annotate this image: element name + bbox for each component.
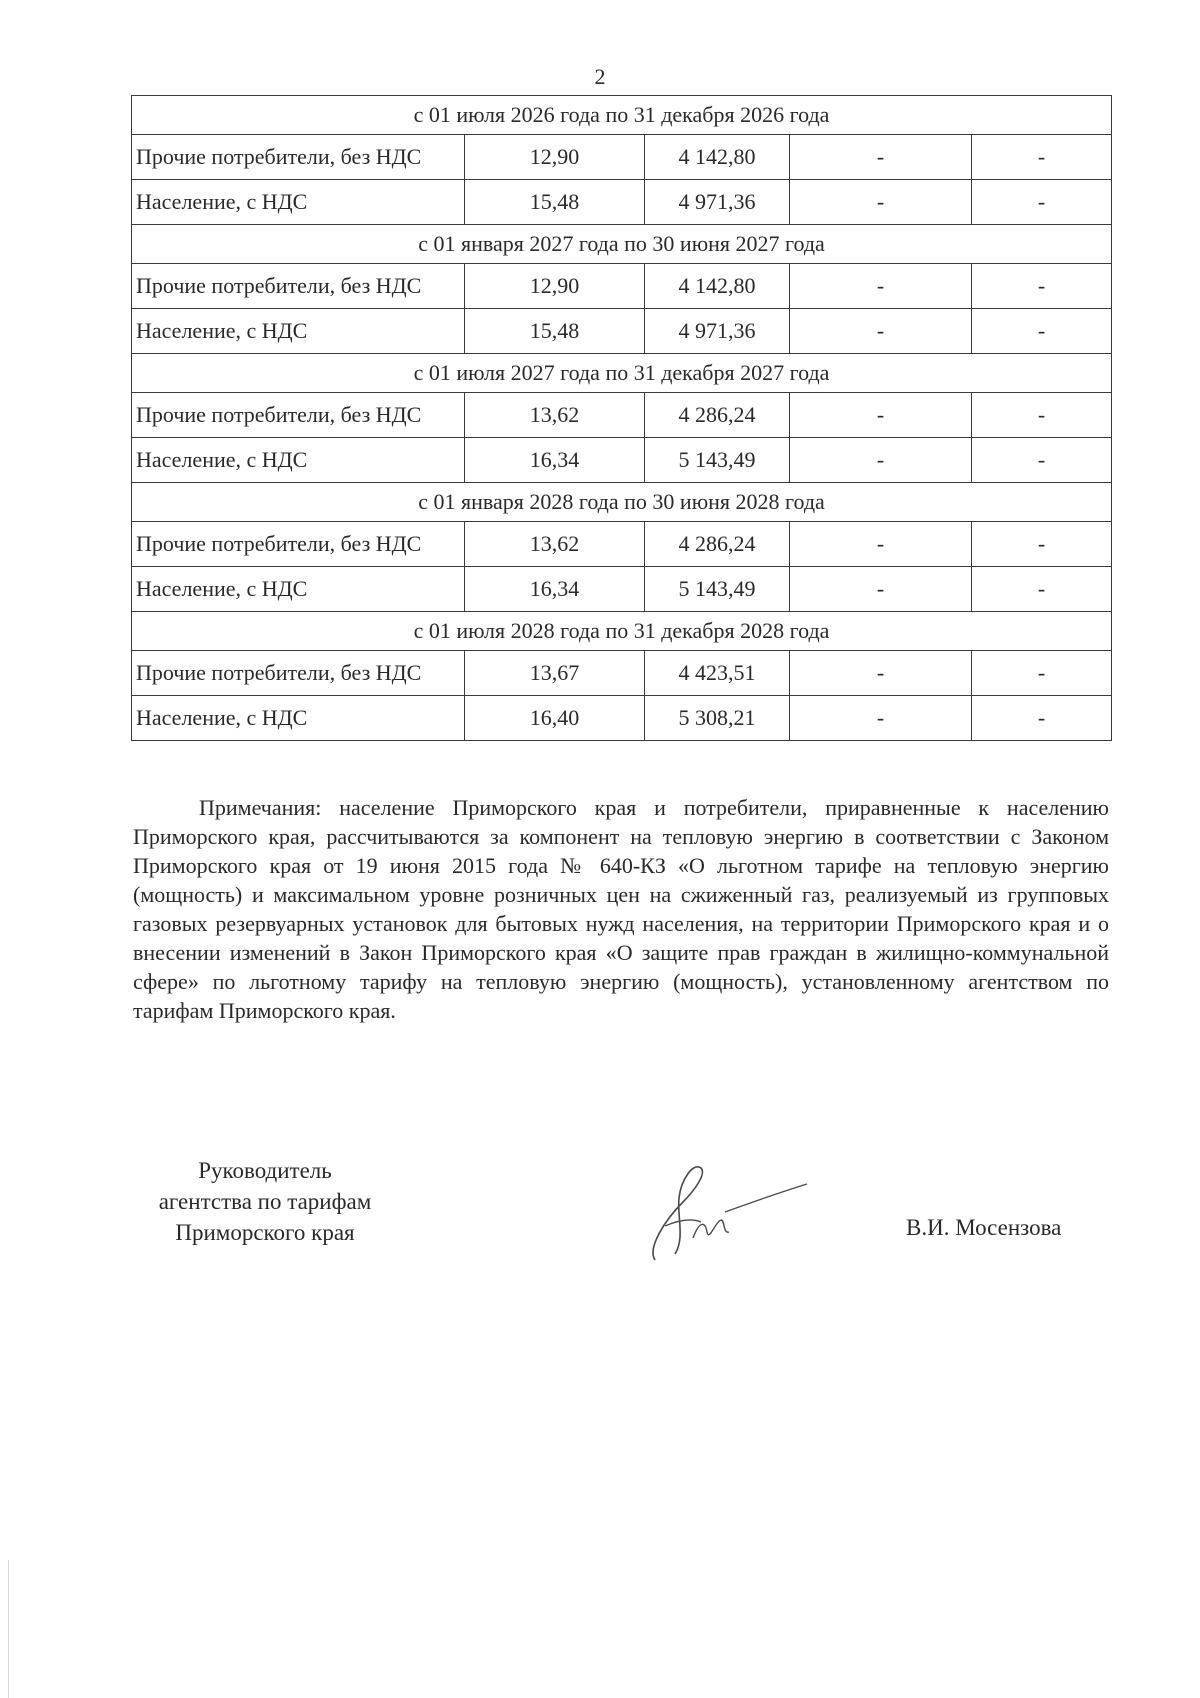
period-row [132,612,1112,651]
table-row [132,393,1112,438]
tariff-value-4-cell: - [972,567,1112,612]
tariff-value-1-cell: 13,62 [465,522,645,567]
period-label: с 01 января 2028 года по 30 июня 2028 года [132,483,1112,522]
table-row [132,309,1112,354]
tariff-value-2-cell: 4 971,36 [645,309,790,354]
consumer-category-cell: Население, с НДС [132,180,465,225]
tariff-value-4-cell: - [972,180,1112,225]
period-label: с 01 июля 2026 года по 31 декабря 2026 года [132,96,1112,135]
tariff-value-4-cell: - [972,393,1112,438]
tariff-value-3-cell: - [790,393,972,438]
tariff-value-1-cell: 13,67 [465,651,645,696]
tariff-table-body [132,96,1112,741]
tariff-value-3-cell: - [790,135,972,180]
signer-title-line-2: агентства по тарифам [158,1189,372,1214]
period-label: с 01 января 2027 года по 30 июня 2027 года [132,225,1112,264]
period-label: с 01 июля 2028 года по 31 декабря 2028 года [132,612,1112,651]
tariff-value-1-cell: 16,34 [465,567,645,612]
tariff-value-4-cell: - [972,438,1112,483]
signer-title [115,1155,415,1248]
consumer-category-cell: Прочие потребители, без НДС [132,651,465,696]
consumer-category-cell: Прочие потребители, без НДС [132,264,465,309]
tariff-value-3-cell: - [790,438,972,483]
tariff-value-3-cell: - [790,309,972,354]
signer-title-line-1: Руководитель [198,1158,332,1183]
tariff-value-3-cell: - [790,567,972,612]
tariff-value-3-cell: - [790,180,972,225]
consumer-category-cell: Население, с НДС [132,567,465,612]
tariff-value-2-cell: 4 423,51 [645,651,790,696]
consumer-category-cell: Население, с НДС [132,696,465,741]
period-row [132,96,1112,135]
tariff-value-2-cell: 4 142,80 [645,264,790,309]
tariff-value-4-cell: - [972,522,1112,567]
tariff-value-2-cell: 5 308,21 [645,696,790,741]
period-row [132,225,1112,264]
handwritten-signature [635,1160,815,1270]
table-row [132,567,1112,612]
page-number: 2 [594,64,606,89]
scan-edge-line [8,1560,9,1698]
tariff-value-1-cell: 13,62 [465,393,645,438]
signer-name: В.И. Мосензова [906,1215,1062,1240]
consumer-category-cell: Население, с НДС [132,309,465,354]
consumer-category-cell: Население, с НДС [132,438,465,483]
tariff-value-1-cell: 15,48 [465,309,645,354]
tariff-value-4-cell: - [972,309,1112,354]
table-row [132,522,1112,567]
tariff-value-2-cell: 4 286,24 [645,393,790,438]
tariff-value-4-cell: - [972,264,1112,309]
tariff-value-3-cell: - [790,651,972,696]
table-row [132,135,1112,180]
tariff-table [131,95,1112,741]
tariff-value-1-cell: 16,40 [465,696,645,741]
table-row [132,696,1112,741]
tariff-value-2-cell: 5 143,49 [645,438,790,483]
tariff-value-2-cell: 5 143,49 [645,567,790,612]
tariff-value-2-cell: 4 971,36 [645,180,790,225]
table-row [132,651,1112,696]
notes-paragraph: Примечания: население Приморского края и потребители, приравненные к населению Приморского края, рассчитываются за компонент на тепловую энергию в соответствии с Законом Приморского края от 19 июня 2015 года № 640-КЗ «О льготном тарифе на тепловую энергию (мощность) и максимальном уровне розничных цен на сжиженный газ, реализуемый из групповых газовых резервуарных установок для бытовых нужд населения, на территории Приморского края и о внесении изменений в Закон Приморского края «О защите прав граждан в жилищно-коммунальной сфере» по льготному тарифу на тепловую энергию (мощность), установленному агентством по тарифам Приморского края. [133,795,1109,1023]
tariff-value-2-cell: 4 142,80 [645,135,790,180]
consumer-category-cell: Прочие потребители, без НДС [132,393,465,438]
tariff-value-1-cell: 15,48 [465,180,645,225]
period-row [132,354,1112,393]
tariff-value-1-cell: 16,34 [465,438,645,483]
tariff-value-4-cell: - [972,135,1112,180]
signer-title-line-3: Приморского края [175,1220,355,1245]
tariff-value-4-cell: - [972,696,1112,741]
tariff-value-3-cell: - [790,696,972,741]
period-row [132,483,1112,522]
table-row [132,438,1112,483]
tariff-value-3-cell: - [790,264,972,309]
period-label: с 01 июля 2027 года по 31 декабря 2027 года [132,354,1112,393]
tariff-value-4-cell: - [972,651,1112,696]
tariff-value-2-cell: 4 286,24 [645,522,790,567]
tariff-value-1-cell: 12,90 [465,264,645,309]
table-row [132,180,1112,225]
consumer-category-cell: Прочие потребители, без НДС [132,135,465,180]
table-row [132,264,1112,309]
tariff-value-1-cell: 12,90 [465,135,645,180]
consumer-category-cell: Прочие потребители, без НДС [132,522,465,567]
tariff-value-3-cell: - [790,522,972,567]
